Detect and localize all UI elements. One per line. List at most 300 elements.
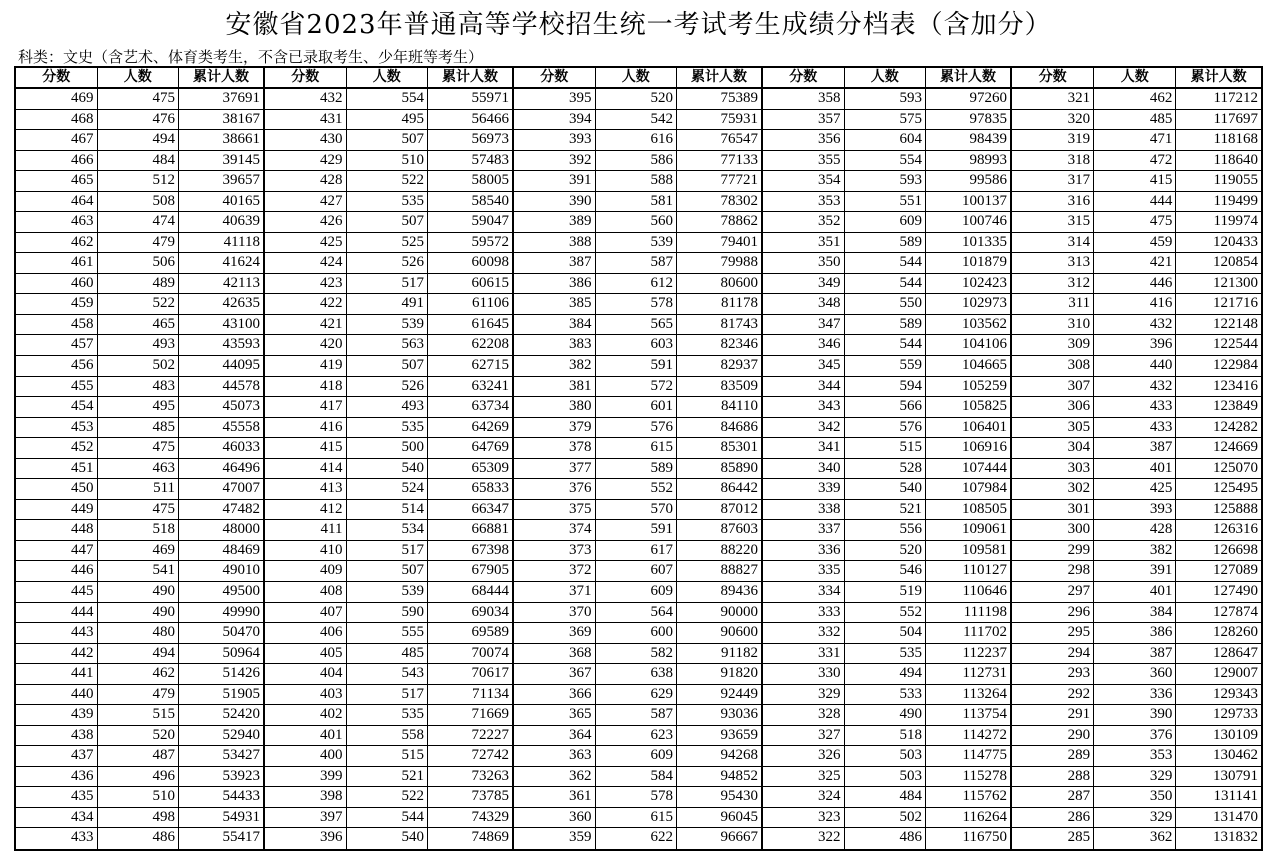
table-row	[16, 130, 263, 151]
count-cell: 576	[596, 418, 678, 438]
table-row	[763, 479, 1010, 500]
count-cell: 520	[845, 541, 927, 561]
cumulative-count-cell: 98439	[969, 131, 1007, 148]
count-cell: 469	[98, 541, 180, 561]
cumulative-count-cell: 93036	[720, 706, 758, 723]
score-cell: 362	[514, 767, 596, 787]
count-cell: 475	[98, 500, 180, 520]
score-cell: 390	[514, 192, 596, 212]
table-row	[1012, 644, 1261, 665]
score-cell: 345	[763, 356, 845, 376]
table-row	[265, 212, 512, 233]
score-cell: 379	[514, 418, 596, 438]
table-row	[514, 335, 761, 356]
table-row	[16, 377, 263, 398]
count-cell: 433	[1094, 418, 1176, 438]
count-cell: 542	[596, 110, 678, 130]
count-cell: 476	[98, 110, 180, 130]
count-cell: 446	[1094, 274, 1176, 294]
cumulative-count-cell: 77721	[720, 172, 758, 189]
header-count: 人数	[845, 68, 927, 87]
cumulative-count-cell: 59572	[471, 233, 509, 250]
score-cell: 287	[1012, 787, 1094, 807]
table-row	[1012, 233, 1261, 254]
score-cell: 426	[265, 212, 347, 232]
table-body	[265, 89, 512, 849]
table-row	[16, 418, 263, 439]
table-row	[16, 171, 263, 192]
cumulative-count-cell: 68444	[471, 582, 509, 599]
count-cell: 503	[845, 767, 927, 787]
cumulative-count-cell: 91182	[721, 644, 758, 661]
score-cell: 418	[265, 377, 347, 397]
cumulative-count-cell: 63734	[471, 398, 509, 415]
count-cell: 591	[596, 356, 678, 376]
cumulative-count-cell: 130109	[1213, 726, 1258, 743]
cumulative-count-cell: 109061	[962, 521, 1007, 538]
count-cell: 362	[1094, 828, 1176, 849]
score-cell: 322	[763, 828, 845, 849]
table-row	[265, 315, 512, 336]
score-cell: 450	[16, 479, 98, 499]
table-row	[1012, 705, 1261, 726]
score-cell: 295	[1012, 623, 1094, 643]
score-cell: 433	[16, 828, 98, 849]
table-row	[16, 726, 263, 747]
cumulative-count-cell: 37691	[222, 90, 260, 106]
cumulative-count-cell: 115278	[962, 767, 1007, 784]
cumulative-count-cell: 46496	[222, 459, 260, 476]
cumulative-count-cell: 70074	[471, 644, 509, 661]
score-cell: 457	[16, 335, 98, 355]
column-group-1	[16, 68, 265, 849]
count-cell: 440	[1094, 356, 1176, 376]
score-cell: 436	[16, 767, 98, 787]
table-row	[514, 705, 761, 726]
count-cell: 588	[596, 171, 678, 191]
score-cell: 435	[16, 787, 98, 807]
score-cell: 290	[1012, 726, 1094, 746]
cumulative-count-cell: 123416	[1213, 377, 1258, 394]
score-cell: 392	[514, 151, 596, 171]
score-cell: 316	[1012, 192, 1094, 212]
score-cell: 338	[763, 500, 845, 520]
table-row	[1012, 726, 1261, 747]
table-row	[514, 233, 761, 254]
score-cell: 351	[763, 233, 845, 253]
score-cell: 299	[1012, 541, 1094, 561]
cumulative-count-cell: 76547	[720, 131, 758, 148]
table-row	[265, 644, 512, 665]
score-cell: 458	[16, 315, 98, 335]
cumulative-count-cell: 111198	[963, 603, 1007, 620]
table-row	[763, 705, 1010, 726]
count-cell: 593	[845, 89, 927, 109]
score-cell: 430	[265, 130, 347, 150]
count-cell: 609	[596, 746, 678, 766]
table-row	[763, 89, 1010, 110]
count-cell: 594	[845, 377, 927, 397]
table-row	[763, 377, 1010, 398]
header-cumulative-count: 累计人数	[442, 69, 498, 85]
cumulative-count-cell: 42113	[223, 274, 260, 291]
cumulative-count-cell: 66347	[471, 500, 509, 517]
score-cell: 391	[514, 171, 596, 191]
count-cell: 589	[596, 459, 678, 479]
count-cell: 462	[98, 664, 180, 684]
count-cell: 520	[98, 726, 180, 746]
table-row	[763, 171, 1010, 192]
count-cell: 541	[98, 561, 180, 581]
count-cell: 498	[98, 808, 180, 828]
count-cell: 522	[347, 171, 429, 191]
table-row	[514, 541, 761, 562]
table-row	[514, 294, 761, 315]
cumulative-count-cell: 94268	[720, 747, 758, 764]
score-cell: 405	[265, 644, 347, 664]
count-cell: 533	[845, 685, 927, 705]
table-row	[1012, 192, 1261, 213]
count-cell: 550	[845, 294, 927, 314]
score-cell: 307	[1012, 377, 1094, 397]
table-row	[763, 192, 1010, 213]
score-cell: 449	[16, 500, 98, 520]
count-cell: 475	[98, 89, 180, 109]
count-cell: 507	[347, 130, 429, 150]
score-cell: 393	[514, 130, 596, 150]
table-row	[265, 233, 512, 254]
table-row	[514, 459, 761, 480]
score-cell: 370	[514, 603, 596, 623]
table-row	[763, 253, 1010, 274]
count-cell: 593	[845, 171, 927, 191]
score-cell: 293	[1012, 664, 1094, 684]
count-cell: 616	[596, 130, 678, 150]
score-cell: 301	[1012, 500, 1094, 520]
table-row	[763, 397, 1010, 418]
table-row	[265, 787, 512, 808]
table-row	[514, 603, 761, 624]
table-row	[514, 253, 761, 274]
cumulative-count-cell: 48469	[222, 541, 260, 558]
count-cell: 425	[1094, 479, 1176, 499]
count-cell: 629	[596, 685, 678, 705]
cumulative-count-cell: 61106	[472, 295, 509, 312]
score-cell: 336	[763, 541, 845, 561]
cumulative-count-cell: 131141	[1213, 788, 1258, 805]
cumulative-count-cell: 119499	[1213, 192, 1258, 209]
score-cell: 459	[16, 294, 98, 314]
table-row	[1012, 110, 1261, 131]
cumulative-count-cell: 49010	[222, 562, 260, 579]
cumulative-count-cell: 88827	[720, 562, 758, 579]
cumulative-count-cell: 114272	[962, 726, 1007, 743]
count-cell: 503	[845, 746, 927, 766]
table-row	[265, 603, 512, 624]
score-cell: 347	[763, 315, 845, 335]
count-cell: 584	[596, 767, 678, 787]
cumulative-count-cell: 119974	[1213, 213, 1258, 230]
cumulative-count-cell: 117697	[1213, 110, 1258, 127]
score-cell: 464	[16, 192, 98, 212]
cumulative-count-cell: 73785	[471, 788, 509, 805]
score-cell: 346	[763, 335, 845, 355]
table-row	[16, 192, 263, 213]
count-cell: 565	[596, 315, 678, 335]
score-cell: 469	[16, 89, 98, 109]
cumulative-count-cell: 93659	[720, 726, 758, 743]
count-cell: 555	[347, 623, 429, 643]
cumulative-count-cell: 47007	[222, 480, 260, 497]
cumulative-count-cell: 40639	[222, 213, 260, 230]
count-cell: 391	[1094, 561, 1176, 581]
table-row	[763, 356, 1010, 377]
table-row	[1012, 212, 1261, 233]
count-cell: 575	[845, 110, 927, 130]
count-cell: 486	[845, 828, 927, 849]
score-cell: 341	[763, 438, 845, 458]
cumulative-count-cell: 39657	[222, 172, 260, 189]
cumulative-count-cell: 121716	[1213, 295, 1258, 312]
table-row	[763, 151, 1010, 172]
cumulative-count-cell: 131470	[1213, 808, 1258, 825]
table-row	[16, 315, 263, 336]
count-cell: 515	[98, 705, 180, 725]
cumulative-count-cell: 92449	[720, 685, 758, 702]
table-row	[16, 212, 263, 233]
header-cumulative-count: 累计人数	[691, 69, 747, 85]
score-cell: 465	[16, 171, 98, 191]
cumulative-count-cell: 104665	[962, 357, 1007, 374]
count-cell: 539	[347, 315, 429, 335]
count-cell: 496	[98, 767, 180, 787]
count-cell: 566	[845, 397, 927, 417]
score-cell: 427	[265, 192, 347, 212]
score-cell: 407	[265, 603, 347, 623]
cumulative-count-cell: 128260	[1213, 624, 1258, 641]
score-cell: 288	[1012, 767, 1094, 787]
count-cell: 535	[347, 192, 429, 212]
cumulative-count-cell: 74869	[471, 829, 509, 846]
table-row	[16, 623, 263, 644]
score-cell: 359	[514, 828, 596, 849]
score-cell: 302	[1012, 479, 1094, 499]
cumulative-count-cell: 65833	[471, 480, 509, 497]
count-cell: 432	[1094, 315, 1176, 335]
table-row	[265, 746, 512, 767]
table-row	[265, 438, 512, 459]
score-cell: 344	[763, 377, 845, 397]
score-cell: 354	[763, 171, 845, 191]
count-cell: 544	[845, 274, 927, 294]
table-body	[514, 89, 761, 849]
table-row	[1012, 746, 1261, 767]
score-cell: 339	[763, 479, 845, 499]
count-cell: 416	[1094, 294, 1176, 314]
table-row	[265, 192, 512, 213]
table-row	[16, 561, 263, 582]
page-title: 安徽省2023年普通高等学校招生统一考试考生成绩分档表（含加分）	[225, 10, 1052, 40]
table-row	[1012, 664, 1261, 685]
score-cell: 447	[16, 541, 98, 561]
table-row	[514, 397, 761, 418]
cumulative-count-cell: 44095	[222, 357, 260, 374]
table-row	[265, 582, 512, 603]
score-cell: 431	[265, 110, 347, 130]
count-cell: 415	[1094, 171, 1176, 191]
score-cell: 326	[763, 746, 845, 766]
cumulative-count-cell: 61645	[471, 315, 509, 332]
table-row	[265, 151, 512, 172]
table-row	[514, 623, 761, 644]
cumulative-count-cell: 49500	[222, 582, 260, 599]
count-cell: 510	[347, 151, 429, 171]
score-cell: 348	[763, 294, 845, 314]
score-cell: 424	[265, 253, 347, 273]
table-row	[265, 253, 512, 274]
count-cell: 526	[347, 253, 429, 273]
cumulative-count-cell: 97835	[969, 110, 1007, 127]
score-cell: 386	[514, 274, 596, 294]
table-row	[1012, 377, 1261, 398]
cumulative-count-cell: 119055	[1213, 172, 1258, 189]
score-cell: 378	[514, 438, 596, 458]
header-count: 人数	[1094, 68, 1176, 87]
score-cell: 376	[514, 479, 596, 499]
cumulative-count-cell: 124282	[1213, 418, 1258, 435]
cumulative-count-cell: 85301	[720, 439, 758, 456]
score-cell: 310	[1012, 315, 1094, 335]
score-cell: 455	[16, 377, 98, 397]
cumulative-count-cell: 87603	[720, 521, 758, 538]
table-row	[1012, 520, 1261, 541]
count-cell: 432	[1094, 377, 1176, 397]
header-score: 分数	[265, 68, 347, 87]
score-cell: 327	[763, 726, 845, 746]
cumulative-count-cell: 63241	[471, 377, 509, 394]
score-cell: 367	[514, 664, 596, 684]
cumulative-count-cell: 69034	[471, 603, 509, 620]
cumulative-count-cell: 120433	[1213, 233, 1258, 250]
score-cell: 432	[265, 89, 347, 109]
score-cell: 401	[265, 726, 347, 746]
table-row	[265, 130, 512, 151]
count-cell: 581	[596, 192, 678, 212]
score-cell: 352	[763, 212, 845, 232]
table-row	[763, 726, 1010, 747]
cumulative-count-cell: 64769	[471, 439, 509, 456]
table-row	[265, 808, 512, 829]
count-cell: 353	[1094, 746, 1176, 766]
table-row	[763, 685, 1010, 706]
count-cell: 421	[1094, 253, 1176, 273]
score-cell: 412	[265, 500, 347, 520]
cumulative-count-cell: 111702	[963, 624, 1007, 641]
cumulative-count-cell: 75389	[720, 90, 758, 106]
score-cell: 397	[265, 808, 347, 828]
cumulative-count-cell: 67905	[471, 562, 509, 579]
count-cell: 483	[98, 377, 180, 397]
table-row	[1012, 828, 1261, 849]
score-cell: 331	[763, 644, 845, 664]
count-cell: 512	[98, 171, 180, 191]
header-cumulative-count: 累计人数	[193, 69, 249, 85]
table-row	[514, 377, 761, 398]
count-cell: 560	[596, 212, 678, 232]
score-cell: 438	[16, 726, 98, 746]
table-row	[514, 438, 761, 459]
count-cell: 540	[347, 459, 429, 479]
count-cell: 471	[1094, 130, 1176, 150]
count-cell: 586	[596, 151, 678, 171]
table-row	[1012, 582, 1261, 603]
cumulative-count-cell: 57483	[471, 151, 509, 168]
table-row	[763, 274, 1010, 295]
score-cell: 453	[16, 418, 98, 438]
count-cell: 539	[347, 582, 429, 602]
score-cell: 364	[514, 726, 596, 746]
count-cell: 386	[1094, 623, 1176, 643]
cumulative-count-cell: 129343	[1213, 685, 1258, 702]
count-cell: 517	[347, 685, 429, 705]
count-cell: 609	[596, 582, 678, 602]
cumulative-count-cell: 58005	[471, 172, 509, 189]
score-cell: 387	[514, 253, 596, 273]
table-row	[514, 746, 761, 767]
count-cell: 518	[98, 520, 180, 540]
score-cell: 306	[1012, 397, 1094, 417]
score-cell: 398	[265, 787, 347, 807]
table-row	[514, 520, 761, 541]
count-cell: 589	[845, 233, 927, 253]
score-cell: 442	[16, 644, 98, 664]
table-row	[1012, 418, 1261, 439]
count-cell: 590	[347, 603, 429, 623]
table-row	[16, 644, 263, 665]
table-row	[1012, 541, 1261, 562]
count-cell: 522	[347, 787, 429, 807]
table-row	[265, 356, 512, 377]
score-cell: 285	[1012, 828, 1094, 849]
table-row	[1012, 335, 1261, 356]
table-row	[265, 541, 512, 562]
score-cell: 420	[265, 335, 347, 355]
score-cell: 300	[1012, 520, 1094, 540]
score-cell: 461	[16, 253, 98, 273]
count-cell: 510	[98, 787, 180, 807]
count-cell: 572	[596, 377, 678, 397]
table-row	[16, 253, 263, 274]
cumulative-count-cell: 67398	[471, 541, 509, 558]
score-cell: 305	[1012, 418, 1094, 438]
cumulative-count-cell: 42635	[222, 295, 260, 312]
table-row	[514, 767, 761, 788]
score-cell: 357	[763, 110, 845, 130]
table-row	[763, 582, 1010, 603]
cumulative-count-cell: 72227	[471, 726, 509, 743]
score-cell: 294	[1012, 644, 1094, 664]
header-score: 分数	[1012, 68, 1094, 87]
score-cell: 374	[514, 520, 596, 540]
count-cell: 396	[1094, 335, 1176, 355]
score-cell: 421	[265, 315, 347, 335]
cumulative-count-cell: 130791	[1213, 767, 1258, 784]
cumulative-count-cell: 81178	[721, 295, 758, 312]
cumulative-count-cell: 96667	[720, 829, 758, 846]
table-row	[265, 110, 512, 131]
count-cell: 480	[98, 623, 180, 643]
cumulative-count-cell: 105259	[962, 377, 1007, 394]
